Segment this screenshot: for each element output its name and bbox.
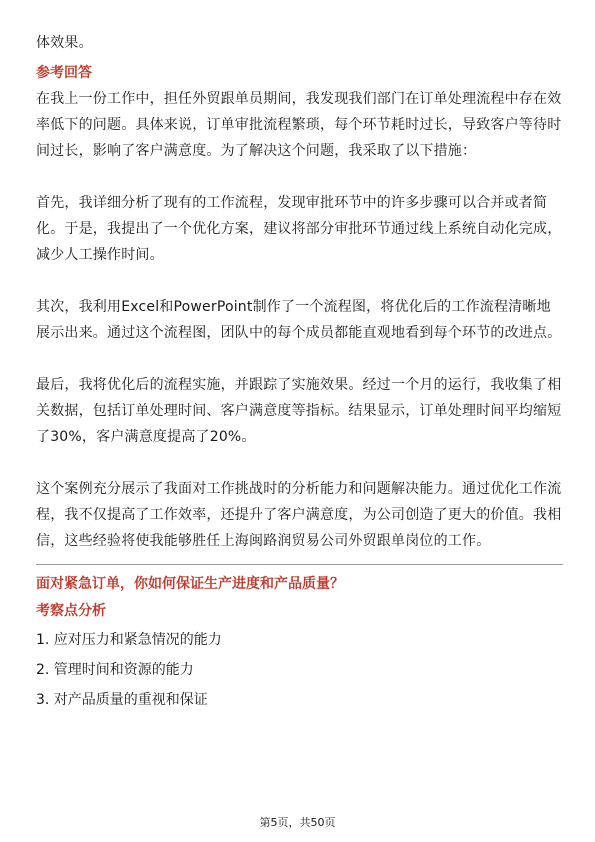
page-number-footer: 第5页，共50页 xyxy=(259,816,336,829)
answer-paragraph-intro: 在我上一份工作中，担任外贸跟单员期间，我发现我们部门在订单处理流程中存在效率低下的问题。具体来说，订单审批流程繁琐，每个环节耗时过长，导致客户等待时间过长，影响了客户满意度。为了解决这个问题，我采取了以下措施： xyxy=(36,91,562,159)
section-divider xyxy=(36,564,563,565)
paragraph-spacer xyxy=(36,164,563,190)
interview-question: 面对紧急订单，你如何保证生产进度和产品质量？ xyxy=(36,576,344,592)
answer-paragraph-second: 其次，我利用Excel和PowerPoint制作了一个流程图，将优化后的工作流程清晰地展示出来。通过这个流程图，团队中的每个成员都能直观地看到每个环节的改进点。 xyxy=(36,299,562,341)
analysis-heading: 考察点分析 xyxy=(36,603,106,619)
analysis-item: 3. 对产品质量的重视和保证 xyxy=(36,692,208,708)
analysis-item: 2. 管理时间和资源的能力 xyxy=(36,662,194,678)
paragraph-spacer xyxy=(36,268,563,294)
paragraph-spacer xyxy=(36,450,563,476)
previous-paragraph-fragment: 体效果。 xyxy=(36,35,93,51)
paragraph-spacer xyxy=(36,346,563,372)
reference-answer-heading: 参考回答 xyxy=(36,65,92,81)
answer-paragraph-conclusion: 这个案例充分展示了我面对工作挑战时的分析能力和问题解决能力。通过优化工作流程，我不仅提高了工作效率，还提升了客户满意度，为公司创造了更大的价值。我相信，这些经验将使我能够胜任上海闽路润贸易公司外贸跟单岗位的工作。 xyxy=(36,481,562,549)
answer-paragraph-first: 首先，我详细分析了现有的工作流程，发现审批环节中的许多步骤可以合并或者简化。于是，我提出了一个优化方案，建议将部分审批环节通过线上系统自动化完成，减少人工操作时间。 xyxy=(36,195,562,263)
answer-paragraph-third: 最后，我将优化后的流程实施，并跟踪了实施效果。经过一个月的运行，我收集了相关数据，包括订单处理时间、客户满意度等指标。结果显示，订单处理时间平均缩短了30%，客户满意度提高了20%。 xyxy=(36,377,562,445)
page-content xyxy=(36,30,563,717)
analysis-item: 1. 应对压力和紧急情况的能力 xyxy=(36,632,222,648)
